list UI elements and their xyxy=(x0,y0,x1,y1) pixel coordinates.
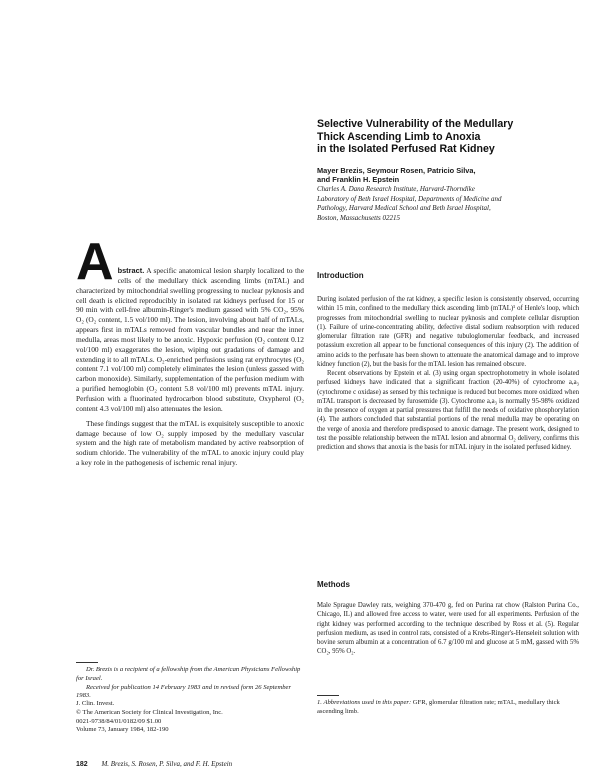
title-line-1: Selective Vulnerability of the Medullary xyxy=(317,118,514,130)
footnote-fellowship xyxy=(76,666,306,701)
abstract-label: bstract. xyxy=(117,266,145,275)
running-authors: M. Brezis, S. Rosen, P. Silva, and F. H. Epstein xyxy=(101,760,233,768)
introduction-heading: Introduction xyxy=(317,271,364,280)
affiliation-line-2: Laboratory of Beth Israel Hospital, Departments of Medicine and xyxy=(317,194,502,203)
abbreviation-divider xyxy=(317,695,339,696)
page-footer xyxy=(76,760,232,768)
affiliation-line-4: Boston, Massachusetts 02215 xyxy=(317,213,401,222)
authors-line-2: and Franklin H. Epstein xyxy=(317,175,400,184)
author-list xyxy=(317,166,577,184)
authors-line-1: Mayer Brezis, Seymour Rosen, Patricio Silva, xyxy=(317,166,476,175)
abstract-dropcap: A xyxy=(76,233,114,291)
affiliation xyxy=(317,185,582,223)
abbreviations-label: 1. Abbreviations used in this paper: xyxy=(317,699,412,706)
methods-body xyxy=(317,601,579,657)
copyright: © The American Society for Clinical Investigation, Inc. xyxy=(76,708,223,716)
article-title xyxy=(317,118,567,156)
page-number: 182 xyxy=(76,761,88,768)
abbreviations-text: GFR, glomerular filtration rate; mTAL, medullary thick ascending limb. xyxy=(317,699,560,715)
volume-line: Volume 73, January 1984, 182-190 xyxy=(76,726,169,734)
introduction-body xyxy=(317,295,579,452)
abstract-paragraph-1: A specific anatomical lesion sharply localized to the cells of the medullary thick ascending limbs (mTAL) and characterized by mitochondrial swelling progressing to nuclear pyknosis and cell death is elicited reproducibly in isolated rat kidneys perfused for 15 or 90 min with cell-free albumin-Ringer's medium gassed with 5% CO₂, 95% O₂ (O₂ content, 1.5 vol/100 ml). The lesion, involving about half of mTALs, appears first in mTALs removed from vascular bundles and near the inner medulla, areas most likely to be anoxic. Hypoxic perfusion (O₂ content 0.12 vol/100 ml) exaggerates the lesion, wiping out gradations of damage and extending it to all mTALs. O₂-enriched perfusions using rat erythrocytes (O₂ content 7.1 vol/100 ml) completely eliminates the lesion (unless gassed with carbon monoxide). Similarly, supplementation of the perfusion medium with a purified hemoglobin (O₂ content 5.8 vol/100 ml) prevents mTAL injury. Perfusion with a fluorinated hydrocarbon blood substitute, Oxypherol (O₂ content 4.3 vol/100 ml) also attenuates the lesion. xyxy=(76,266,304,413)
abstract-paragraph-2: These findings suggest that the mTAL is exquisitely susceptible to anoxic damage because of low O₂ supply imposed by the medullary vascular system and the high rate of metabolism mandated by active reabsorption of sodium chloride. The vulnerability of the mTAL to anoxic injury could play a key role in the pathogenesis of ischemic renal injury. xyxy=(76,418,304,468)
affiliation-line-1: Charles A. Dana Research Institute, Harvard-Thorndike xyxy=(317,185,475,193)
introduction-paragraph-2: Recent observations by Epstein et al. (3) using organ spectrophotometry in whole isolated perfused kidneys have indicated that a significant fraction (20-40%) of cytochrome a,a₃ (cytochrome c oxidase) as sensed by this technique is reduced but becomes more oxidized when mTAL transport is decreased by furosemide (3). Cytochrome a,a₃ is normally 95-98% oxidized in the presence of oxygen at partial pressures that fulfill the needs of oxidative phosphorylation (4). The authors concluded that substantial portions of the renal medulla may be operating on the verge of anoxia and therefore predisposed to anoxic damage. The present work, designed to test the possible relationship between the mTAL lesion and abnormal O₂ delivery, confirms this prediction and shows that anoxia is the basis for mTAL injury in the isolated perfused kidney. xyxy=(317,370,579,451)
title-line-2: Thick Ascending Limb to Anoxia xyxy=(317,130,481,143)
issn-line: 0021-9738/84/01/0182/09 $1.00 xyxy=(76,717,162,725)
introduction-paragraph-1: During isolated perfusion of the rat kidney, a specific lesion is consistently observed, occurring within 15 min, confined to the medullary thick ascending limb (mTAL)¹ of Henle's loop, which progresses from mitochondrial swelling to nuclear pyknosis and complete cellular disruption (1). Failure of urine-concentrating ability, defective distal sodium reabsorption with reduced glomerular filtration rate (GFR) and negative tubuloglomerular feedback, and increased potassium excretion all appear to be functional consequences of this injury (2). The addition of amino acids to the perfusate has been shown to attenuate the anatomical damage and to improve kidney function (2), but the basis for the mTAL lesion has remained obscure. xyxy=(317,296,579,368)
methods-heading: Methods xyxy=(317,580,350,589)
journal-name: J. Clin. Invest. xyxy=(76,700,115,707)
methods-paragraph-1: Male Sprague Dawley rats, weighing 370-470 g, fed on Purina rat chow (Ralston Purina Co., Chicago, IL) and allowed free access to water, were used for all experiments. Perfusion of the right kidney was performed according to the technique described by Ross et al. (5). Regular perfusion medium, as used in control rats, consisted of a Krebs-Ringer's-Henseleit solution with bovine serum albumin at a concentration of 6.7 g/100 ml and glucose at 5 mM, gassed with 5% CO₂, 95% O₂. xyxy=(317,602,579,656)
abstract xyxy=(76,233,304,468)
abbreviations-footnote xyxy=(317,699,579,717)
affiliation-line-3: Pathology, Harvard Medical School and Beth Israel Hospital, xyxy=(317,204,491,213)
footnote-divider xyxy=(76,662,98,663)
footnote-1: Dr. Brezis is a recipient of a fellowship from the American Physicians Fellowship for Israel. xyxy=(76,666,301,682)
footnote-2: Received for publication 14 February 1983 and in revised form 26 September 1983. xyxy=(76,683,292,700)
title-line-3: in the Isolated Perfused Rat Kidney xyxy=(317,143,495,155)
publication-info xyxy=(76,700,306,735)
